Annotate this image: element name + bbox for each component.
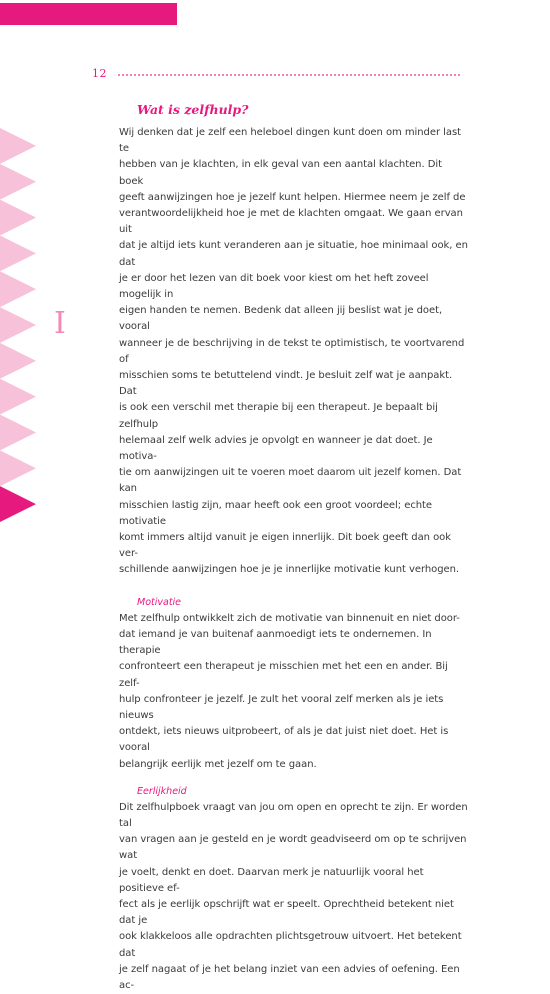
tab-marker xyxy=(0,164,36,200)
tab-marker xyxy=(0,200,36,236)
body-content xyxy=(119,125,469,994)
tab-marker xyxy=(0,379,36,415)
top-color-bar xyxy=(0,3,177,25)
chapter-letter: I xyxy=(54,306,66,341)
tab-marker xyxy=(0,343,36,379)
tab-marker xyxy=(0,128,36,164)
subheading-eerlijkheid: Eerlijkheid xyxy=(137,785,187,797)
active-tab-marker xyxy=(0,486,36,522)
tab-marker xyxy=(0,235,36,271)
subheading-motivatie: Motivatie xyxy=(137,596,182,608)
header-dotted-rule xyxy=(118,74,460,76)
tab-marker xyxy=(0,450,36,486)
intro-paragraph: Wij denken dat je zelf een heleboel dingen kunt doen om minder last te hebben van je klachten, in elk geval van een aantal klachten. Dit boek geeft aanwijzingen hoe je jezelf kunt helpen. Hiermee neem je zelf de verantwoordelijkheid hoe je met de klachten omgaat. We gaan ervan uit dat je altijd iets kunt veranderen aan je situatie, hoe minimaal ook, en dat je er door het lezen van dit boek voor kiest om het heft zoveel mogelijk in eigen handen te nemen. Bedenk dat alleen jij beslist wat je doet, vooral wanneer je de beschrijving in de tekst te optimistisch, te voortvarend of misschien soms te betuttelend vindt. Je besluit zelf wat je aanpakt. Dat is ook een verschil met therapie bij een therapeut. Je bepaalt bij zelfhulp helemaal zelf welk advies je opvolgt en wanneer je dat doet. Je motiva- tie om aanwijzingen uit te voeren moet daarom uit jezelf komen. Dat kan misschien lastig zijn, maar heeft ook een groot voordeel; echte motivatie komt immers altijd vanuit je eigen innerlijk. Dit boek geeft dan ook ver- schillende aanwijzingen hoe je je innerlijke motivatie kunt verhogen. xyxy=(119,127,468,576)
tab-marker xyxy=(0,307,36,343)
tab-marker xyxy=(0,415,36,451)
chapter-tab-markers xyxy=(0,128,44,522)
motivatie-paragraph: Met zelfhulp ontwikkelt zich de motivatie van binnenuit en niet door- dat iemand je van buitenaf aanmoedigt iets te ondernemen. In therapie confronteert een therapeut je misschien met het een en ander. Bij zelf- hulp confronteer je jezelf. Je zult het vooral zelf merken als je iets nieuws ontdekt, iets nieuws uitprobeert, of als je dat juist niet doet. Het is vooral belangrijk eerlijk met jezelf om te gaan. xyxy=(119,612,460,770)
eerlijkheid-paragraph: Dit zelfhulpboek vraagt van jou om open en oprecht te zijn. Er worden tal van vragen aan je gesteld en je wordt geadviseerd om op te schrijven wat je voelt, denkt en doet. Daarvan merk je natuurlijk vooral het positieve ef- fect als je eerlijk opschrijft wat er speelt. Oprechtheid betekent niet dat je ook klakkeloos alle opdrachten plichtsgetrouw uitvoert. Het betekent dat je zelf nagaat of je het belang inziet van een advies of oefening. Een ac- xyxy=(119,801,468,991)
section-title: Wat is zelfhulp? xyxy=(137,102,249,117)
page-number: 12 xyxy=(92,67,107,80)
tab-marker xyxy=(0,271,36,307)
